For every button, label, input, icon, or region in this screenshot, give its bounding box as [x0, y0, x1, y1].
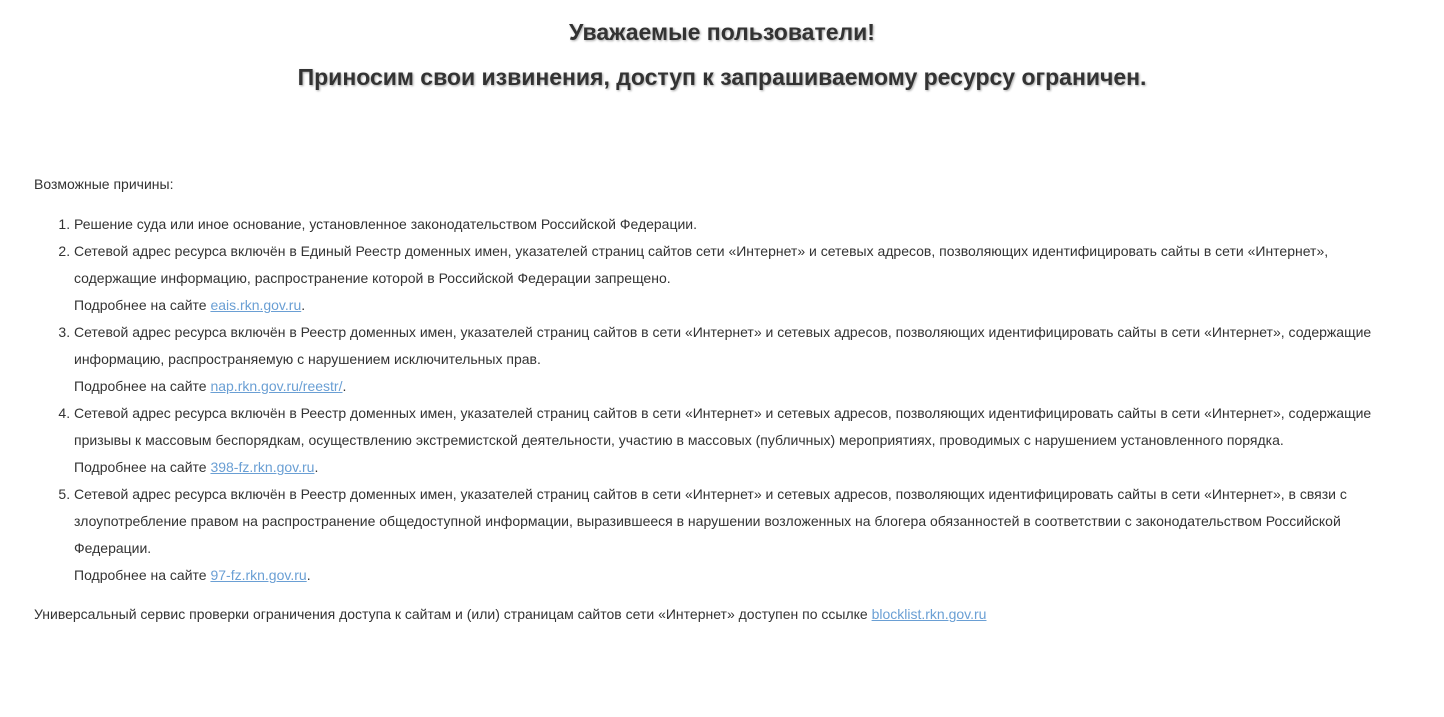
- reason-text: Сетевой адрес ресурса включён в Реестр доменных имен, указателей страниц сайтов в сети «Интернет» и сетевых адресов, позволяющих идентифицировать сайты в сети «Интернет», содержащие информацию, распространяемую с нарушением исключительных прав.: [74, 324, 1372, 368]
- more-suffix: .: [342, 378, 347, 395]
- eais-link[interactable]: eais.rkn.gov.ru: [210, 297, 302, 314]
- more-info: [74, 373, 1410, 400]
- reason-text: Сетевой адрес ресурса включён в Единый Реестр доменных имен, указателей страниц сайтов сети «Интернет» и сетевых адресов, позволяющих идентифицировать сайты в сети «Интернет», содержащие информацию, распространение которой в Российской Федерации запрещено.: [74, 243, 1329, 287]
- reason-item-3: [74, 319, 1410, 400]
- more-info: [74, 562, 1410, 589]
- reason-item-4: [74, 400, 1410, 481]
- more-suffix: .: [306, 567, 311, 584]
- 398-fz-link[interactable]: 398-fz.rkn.gov.ru: [210, 459, 315, 476]
- greeting-heading: Уважаемые пользователи!: [569, 19, 875, 45]
- nap-reestr-link[interactable]: nap.rkn.gov.ru/reestr/: [210, 378, 343, 395]
- reason-item-2: [74, 238, 1410, 319]
- 97-fz-link[interactable]: 97-fz.rkn.gov.ru: [210, 567, 307, 584]
- reason-item-5: [74, 481, 1410, 589]
- reasons-title: Возможные причины:: [34, 176, 174, 193]
- more-prefix: Подробнее на сайте: [74, 297, 211, 314]
- more-prefix: Подробнее на сайте: [74, 567, 211, 584]
- more-suffix: .: [301, 297, 306, 314]
- reason-text: Сетевой адрес ресурса включён в Реестр доменных имен, указателей страниц сайтов в сети «Интернет» и сетевых адресов, позволяющих идентифицировать сайты в сети «Интернет», в связи с злоупотребление правом на распространение общедоступной информации, выразившееся в нарушении возложенных на блогера обязанностей в соответствии с законодательством Российской Федерации.: [74, 486, 1347, 557]
- access-restricted-heading: Приносим свои извинения, доступ к запрашиваемому ресурсу ограничен.: [297, 63, 1147, 90]
- reason-text: Сетевой адрес ресурса включён в Реестр доменных имен, указателей страниц сайтов в сети «Интернет» и сетевых адресов, позволяющих идентифицировать сайты в сети «Интернет», содержащие призывы к массовым беспорядкам, осуществлению экстремистской деятельности, участию в массовых (публичных) мероприятиях, проводимых с нарушением установленного порядка.: [74, 405, 1372, 449]
- blocklist-notice-text: Универсальный сервис проверки ограничения доступа к сайтам и (или) страницам сайтов сети «Интернет» доступен по ссылке: [34, 606, 872, 623]
- more-prefix: Подробнее на сайте: [74, 459, 211, 476]
- blocklist-link[interactable]: blocklist.rkn.gov.ru: [871, 606, 987, 623]
- more-suffix: .: [314, 459, 319, 476]
- more-info: [74, 292, 1410, 319]
- reason-item-1: [74, 211, 1410, 238]
- more-prefix: Подробнее на сайте: [74, 378, 211, 395]
- blocklist-notice: [34, 601, 1410, 628]
- reason-text: Решение суда или иное основание, установленное законодательством Российской Федерации.: [74, 216, 698, 233]
- reasons-list: [34, 211, 1410, 589]
- more-info: [74, 454, 1410, 481]
